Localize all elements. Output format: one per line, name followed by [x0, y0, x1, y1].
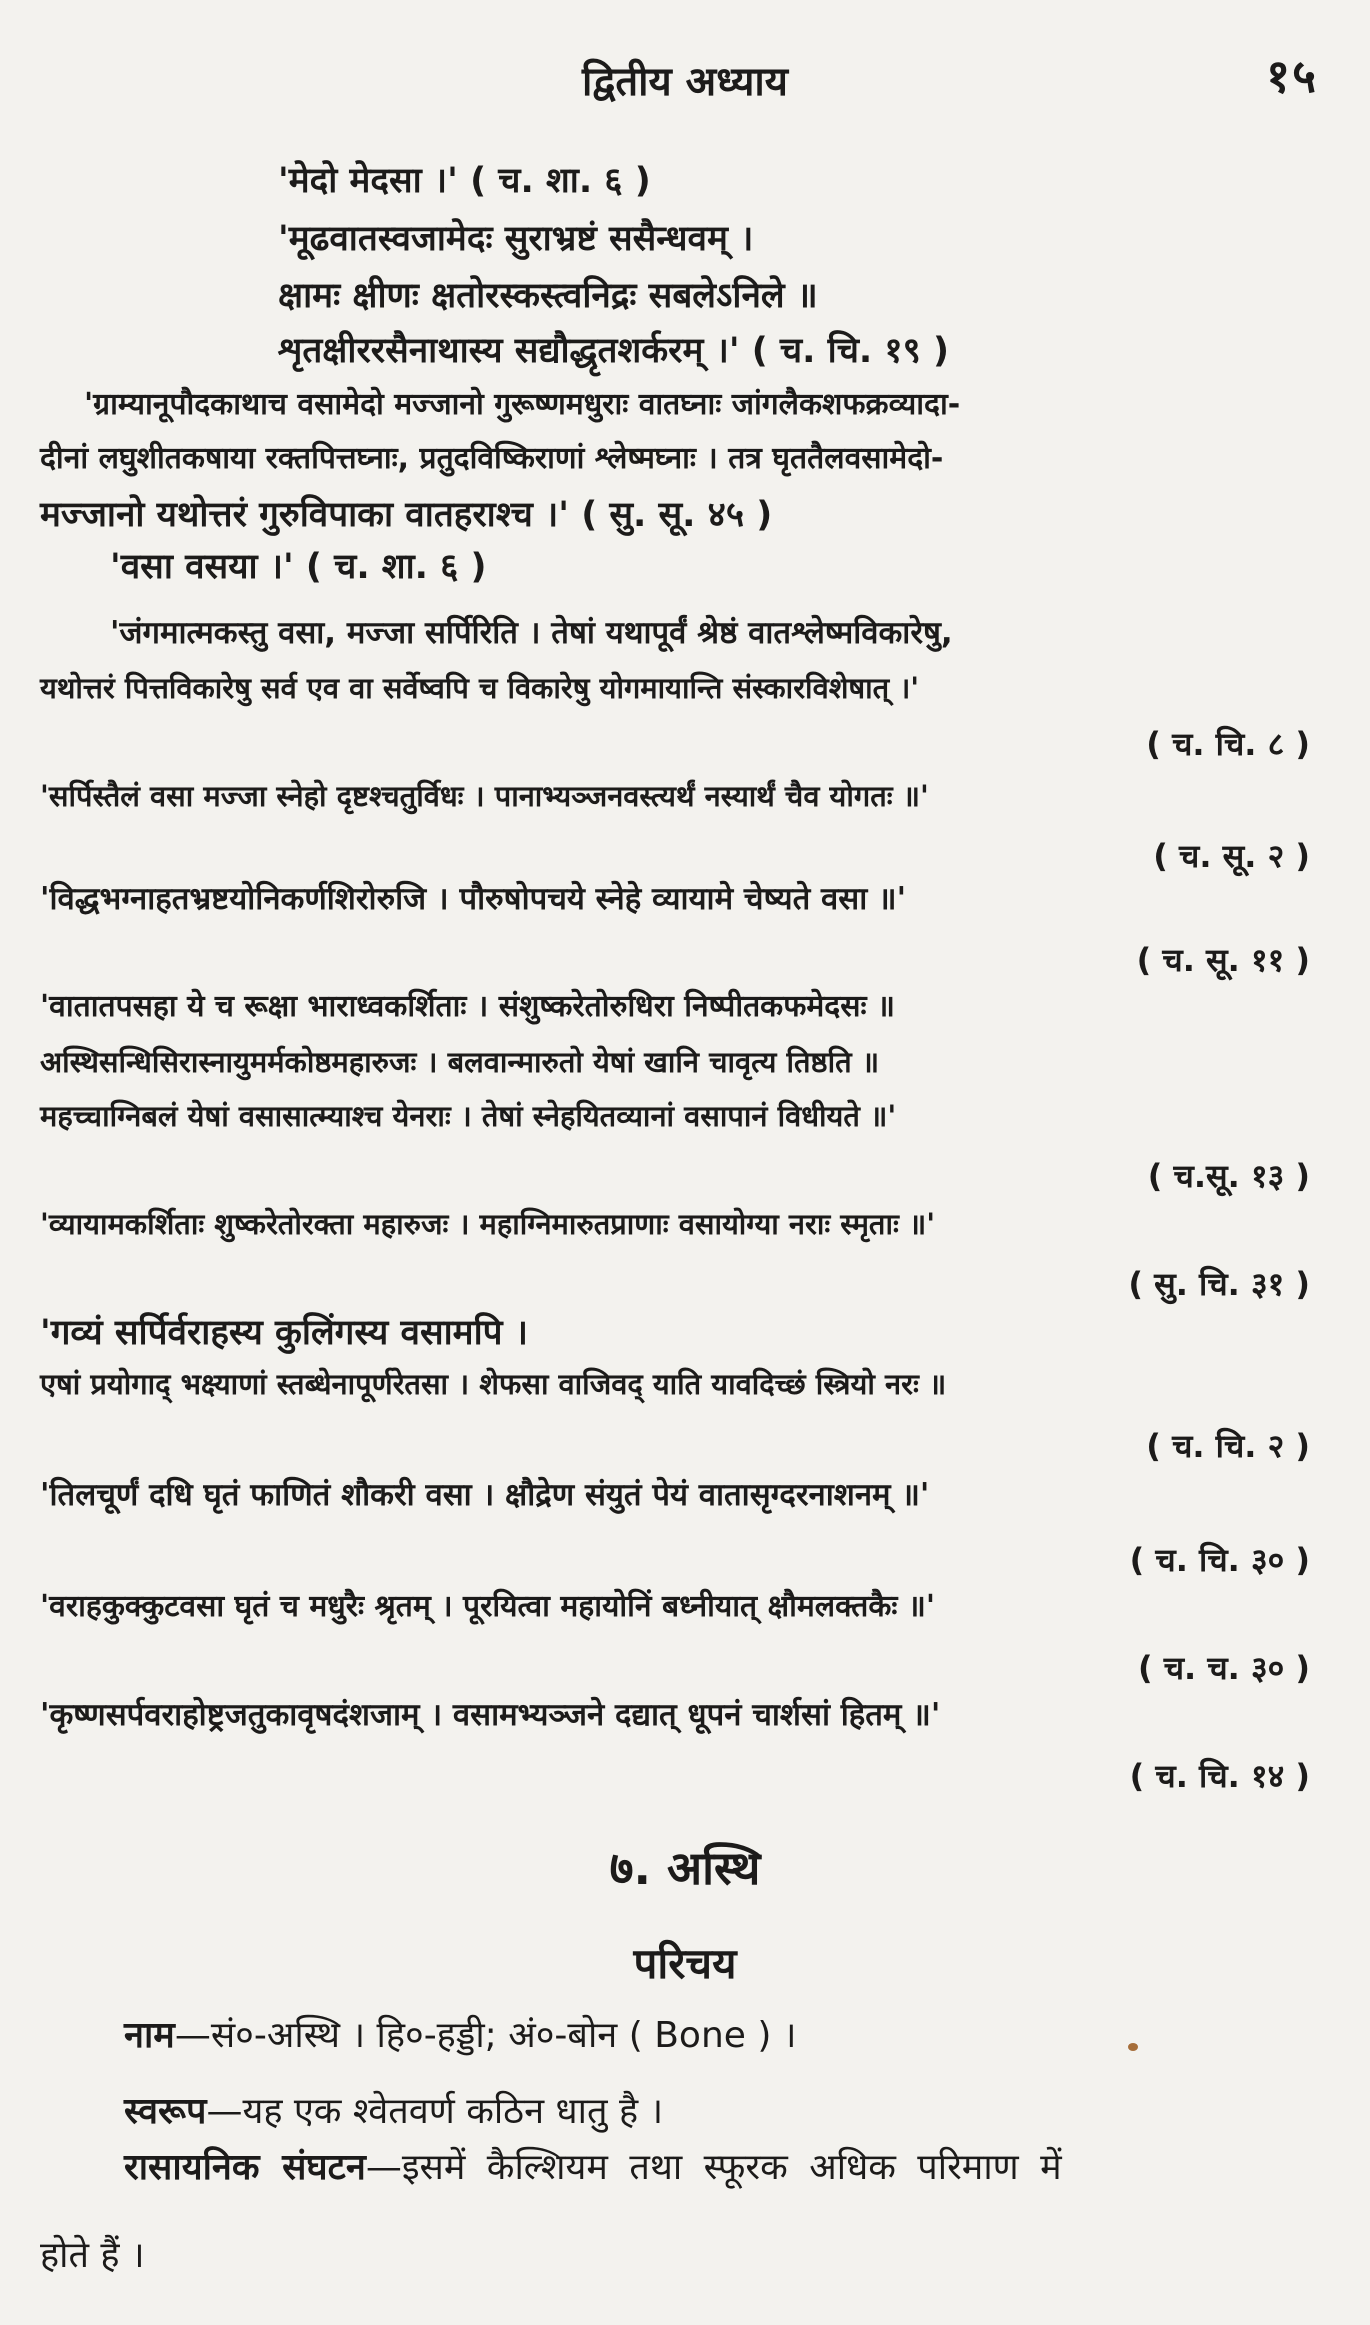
citation: ( च.सू. १३ ) [1147, 1157, 1310, 1195]
verse-line: एषां प्रयोगाद् भक्ष्याणां स्तब्धेनापूर्णरेतसा । शेफसा वाजिवद् याति यावदिच्छं स्त्रियो नरः ॥ [40, 1367, 947, 1401]
form-label: स्वरूप [124, 2091, 207, 2132]
verse-line: 'तिलचूर्णं दधि घृतं फाणितं शौकरी वसा । क्षौद्रेण संयुतं पेयं वातासृग्दरनाशनम् ॥' [40, 1477, 930, 1513]
verse-line: 'वराहकुक्कुटवसा घृतं च मधुरैः श्रृतम् । पूरयित्वा महायोनिं बध्नीयात् क्षौमलक्तकैः ॥' [40, 1589, 936, 1624]
chem-line [124, 2147, 1062, 2188]
ink-spot [1128, 2043, 1138, 2051]
verse-line: महच्चाग्निबलं येषां वसासात्म्याश्च येनराः । तेषां स्नेहयितव्यानां वसापानं विधीयते ॥' [40, 1099, 897, 1133]
citation: ( च. सू. ११ ) [1136, 941, 1310, 979]
verse-line: शृतक्षीररसैनाथास्य सद्यौद्धृतशर्करम् ।' ( च. चि. १९ ) [278, 331, 949, 371]
verse-line: 'गव्यं सर्पिर्वराहस्य कुलिंगस्य वसामपि । [40, 1313, 528, 1353]
name-label: नाम [124, 2015, 175, 2056]
prose-line: 'जंगमात्मकस्तु वसा, मज्जा सर्पिरिति । तेषां यथापूर्वं श्रेष्ठं वातश्लेष्मविकारेषु, [110, 615, 953, 651]
verse-line: 'वसा वसया ।' ( च. शा. ६ ) [110, 547, 487, 587]
prose-line: दीनां लघुशीतकषाया रक्तपित्तघ्नाः, प्रतुदविष्किराणां श्लेष्मघ्नाः । तत्र घृततैलवसामेदो- [40, 441, 944, 476]
page-number: १५ [1266, 49, 1318, 103]
verse-line: 'वातातपसहा ये च रूक्षा भाराध्वकर्शिताः । संशुष्करेतोरुधिरा निष्पीतकफमेदसः ॥ [40, 989, 895, 1024]
section-subheading: परिचय [633, 1939, 737, 1988]
section-heading: ७. अस्थि [609, 1841, 761, 1895]
chapter-title: द्वितीय अध्याय [581, 59, 788, 105]
verse-line: 'विद्धभग्नाहतभ्रष्टयोनिकर्णशिरोरुजि । पौरुषोपचये स्नेहे व्यायामे चेष्यते वसा ॥' [40, 881, 907, 917]
chem-label: रासायनिक संघटन [124, 2147, 366, 2188]
citation: ( च. चि. १४ ) [1129, 1757, 1310, 1795]
citation: ( च. चि. ८ ) [1146, 725, 1310, 763]
prose-line: मज्जानो यथोत्तरं गुरुविपाका वातहराश्च ।' ( सु. सू. ४५ ) [40, 495, 773, 535]
verse-line: 'व्यायामकर्शिताः शुष्करेतोरक्ता महारुजः । महाग्निमारुतप्राणाः वसायोग्या नराः स्मृताः ॥' [40, 1207, 936, 1241]
verse-line: अस्थिसन्धिसिरास्नायुमर्मकोष्ठमहारुजः । बलवान्मारुतो येषां खानि चावृत्य तिष्ठति ॥ [40, 1045, 880, 1079]
citation: ( च. सू. २ ) [1153, 837, 1310, 875]
name-line [124, 2015, 797, 2056]
citation: ( च. च. ३० ) [1137, 1649, 1310, 1687]
citation: ( च. चि. २ ) [1146, 1427, 1310, 1465]
citation: ( सु. चि. ३१ ) [1128, 1265, 1310, 1303]
chem-line-cont: होते हैं । [40, 2235, 145, 2276]
verse-line: क्षामः क्षीणः क्षतोरस्कस्त्वनिद्रः सबलेऽनिले ॥ [278, 276, 818, 316]
form-line [124, 2091, 664, 2132]
form-text: —यह एक श्वेतवर्ण कठिन धातु है । [206, 2091, 664, 2132]
verse-line: 'मेदो मेदसा ।' ( च. शा. ६ ) [278, 161, 651, 201]
prose-line: यथोत्तरं पित्तविकारेषु सर्व एव वा सर्वेष्वपि च विकारेषु योगमायान्ति संस्कारविशेषात् ।' [40, 671, 920, 705]
name-text: —सं०-अस्थि । हि०-हड्डी; अं०-बोन ( Bone ) । [174, 2015, 797, 2056]
verse-line: 'कृष्णसर्पवराहोष्ट्रजतुकावृषदंशजाम् । वसामभ्यञ्जने दद्यात् धूपनं चार्शसां हितम् ॥' [40, 1697, 941, 1733]
prose-line: 'ग्राम्यानूपौदकाथाच वसामेदो मज्जानो गुरूष्णमधुराः वातघ्नाः जांगलैकशफक्रव्यादा- [84, 387, 961, 422]
citation: ( च. चि. ३० ) [1129, 1541, 1310, 1579]
chem-text: —इसमें कैल्शियम तथा स्फूरक अधिक परिमाण में [365, 2147, 1062, 2188]
verse-line: 'मूढवातस्वजामेदः सुराभ्रष्टं ससैन्धवम् । [278, 219, 754, 259]
verse-line: 'सर्पिस्तैलं वसा मज्जा स्नेहो दृष्टश्चतुर्विधः । पानाभ्यञ्जनवस्त्यर्थं नस्यार्थं चैव योगतः ॥' [40, 779, 929, 813]
